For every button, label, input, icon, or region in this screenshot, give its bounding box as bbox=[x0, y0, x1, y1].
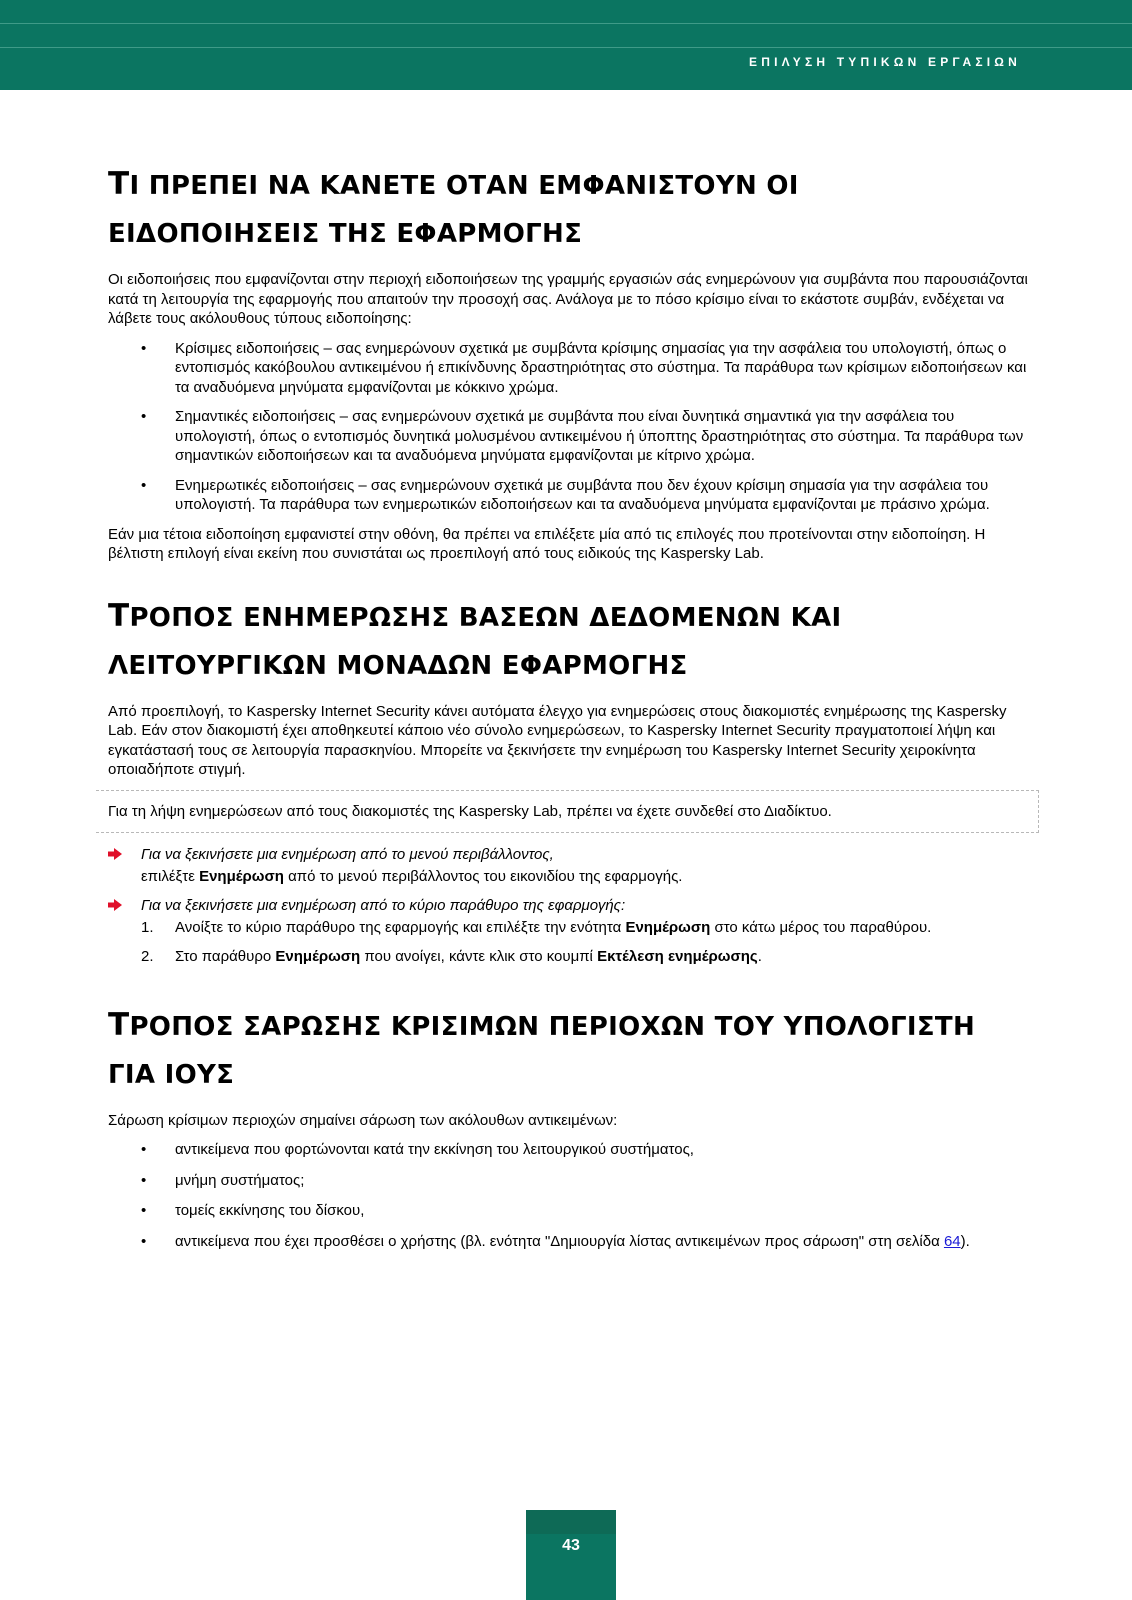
ui-term: Ενημέρωση bbox=[625, 918, 711, 936]
note-box bbox=[96, 790, 1039, 834]
paragraph: Από προεπιλογή, το Kaspersky Internet Security κάνει αυτόματα έλεγχο για ενημερώσεις στους διακομιστές ενημέρωσης της Kaspersky Lab. Εάν στον διακομιστή έχει αποθηκευτεί κάποιο νέο σύνολο ενημερώσεων, το Kaspersky Internet Security πραγματοποιεί λήψη και εγκατάστασή τους σε λειτουργία παρασκηνίου. Μπορείτε να ξεκινήσετε την ενημέρωση του Kaspersky Internet Security χειροκίνητα οποιαδήποτε στιγμή. bbox=[108, 702, 1007, 778]
header-bar bbox=[0, 0, 1132, 90]
page-number: 43 bbox=[562, 1537, 580, 1554]
page-number-box bbox=[526, 1510, 616, 1600]
list-item: • τομείς εκκίνησης του δίσκου, bbox=[108, 1201, 1028, 1221]
bullet-list bbox=[108, 339, 1028, 515]
heading-initial: Τ bbox=[108, 597, 130, 634]
step-text: Ανοίξτε το κύριο παράθυρο της εφαρμογής και επιλέξτε την ενότητα bbox=[175, 918, 626, 936]
ui-term: Εκτέλεση ενημέρωσης bbox=[597, 948, 758, 965]
list-item bbox=[108, 947, 1028, 967]
section-title: ΕΠΙΛΥΣΗ ΤΥΠΙΚΩΝ ΕΡΓΑΣΙΩΝ bbox=[749, 55, 1021, 69]
arrow-right-icon bbox=[108, 899, 122, 911]
procedure-title bbox=[108, 896, 1028, 916]
list-item bbox=[108, 1232, 1028, 1252]
step-number: 1. bbox=[141, 918, 154, 936]
page-content bbox=[108, 160, 1028, 1251]
list-item: • Ενημερωτικές ειδοποιήσεις – σας ενημερώνουν σχετικά με συμβάντα που δεν έχουν κρίσιμη σημασία για την ασφάλεια του υπολογιστή. Τα παράθυρα των ενημερωτικών ειδοποιήσεων και τα αναδυόμενα μηνύματα εμφανίζονται με πράσινο χρώμα. bbox=[108, 476, 1028, 515]
heading-text: Ι ΠΡΕΠΕΙ ΝΑ ΚΑΝΕΤΕ ΟΤΑΝ ΕΜΦΑΝΙΣΤΟΥΝ ΟΙ bbox=[129, 171, 799, 201]
list-item: • μνήμη συστήματος; bbox=[108, 1171, 1028, 1191]
header-divider bbox=[0, 23, 1132, 24]
numbered-list bbox=[108, 918, 1028, 967]
step-text: . bbox=[757, 948, 762, 965]
heading-initial: Τ bbox=[108, 1006, 130, 1043]
step-text: Στο παράθυρο bbox=[175, 948, 276, 965]
heading-text: ΕΙΔΟΠΟΙΗΣΕΙΣ ΤΗΣ ΕΦΑΡΜΟΓΗΣ bbox=[108, 219, 583, 249]
bullet-list bbox=[108, 1140, 1028, 1251]
procedure-title-text: Για να ξεκινήσετε μια ενημέρωση από το μενού περιβάλλοντος, bbox=[141, 846, 554, 863]
step-text: επιλέξτε bbox=[141, 867, 200, 885]
list-item bbox=[108, 918, 1028, 938]
header-divider bbox=[0, 47, 1132, 48]
paragraph: Οι ειδοποιήσεις που εμφανίζονται στην περιοχή ειδοποιήσεων της γραμμής εργασιών σάς ενημερώνουν για συμβάντα που παρουσιάζονται κατά τη λειτουργία της εφαρμογής που απαιτούν την προσοχή σας. Ανάλογα με το πόσο κρίσιμο είναι το εκάστοτε συμβάν, ενδέχεται να λάβετε τους ακόλουθους τύπους ειδοποίησης: bbox=[108, 271, 1028, 327]
list-item: • αντικείμενα που φορτώνονται κατά την εκκίνηση του λειτουργικού συστήματος, bbox=[108, 1140, 1028, 1160]
heading-text: ΡΟΠΟΣ ΣΑΡΩΣΗΣ ΚΡΙΣΙΜΩΝ ΠΕΡΙΟΧΩΝ ΤΟΥ ΥΠΟΛΟΓΙΣΤΗ bbox=[129, 1011, 975, 1042]
note-text: Για τη λήψη ενημερώσεων από τους διακομιστές της Kaspersky Lab, πρέπει να έχετε συνδεθεί στο Διαδίκτυο. bbox=[108, 802, 832, 820]
list-item: • Σημαντικές ειδοποιήσεις – σας ενημερώνουν σχετικά με συμβάντα που είναι δυνητικά σημαντικά για την ασφάλεια του υπολογιστή, όπως ο εντοπισμός δυνητικά μολυσμένου αντικειμένου ή ύποπτης δραστηριότητας στο σύστημα. Τα παράθυρα των σημαντικών ειδοποιήσεων και τα αναδυόμενα μηνύματα εμφανίζονται με κίτρινο χρώμα. bbox=[108, 407, 1028, 466]
paragraph: Εάν μια τέτοια ειδοποίηση εμφανιστεί στην οθόνη, θα πρέπει να επιλέξετε μία από τις επιλογές που προτείνονται στην ειδοποίηση. Η βέλτιστη επιλογή είναι εκείνη που συνιστάται ως προεπιλογή από τους ειδικούς της Kaspersky Lab. bbox=[108, 525, 986, 562]
list-item-text: ). bbox=[960, 1232, 970, 1250]
ui-term: Ενημέρωση bbox=[275, 948, 361, 965]
page-reference-link[interactable]: 64 bbox=[943, 1232, 961, 1250]
heading-critical-scan bbox=[108, 1001, 1028, 1099]
heading-text: ΓΙΑ ΙΟΥΣ bbox=[108, 1059, 235, 1090]
heading-initial: Τ bbox=[108, 166, 130, 202]
arrow-right-icon bbox=[108, 848, 122, 860]
heading-updates bbox=[108, 592, 1028, 690]
list-item: • Κρίσιμες ειδοποιήσεις – σας ενημερώνουν σχετικά με συμβάντα κρίσιμης σημασίας για την ασφάλεια του υπολογιστή, όπως ο εντοπισμός κακόβουλου αντικειμένου ή επικίνδυνης δραστηριότητας στο σύστημα. Τα παράθυρα των κρίσιμων ειδοποιήσεων και τα αναδυόμενα μηνύματα εμφανίζονται με κόκκινο χρώμα. bbox=[108, 339, 1028, 398]
paragraph: Σάρωση κρίσιμων περιοχών σημαίνει σάρωση των ακόλουθων αντικειμένων: bbox=[108, 1111, 618, 1129]
procedure-title bbox=[108, 845, 1028, 865]
step-text: στο κάτω μέρος του παραθύρου. bbox=[710, 918, 932, 936]
procedure-step bbox=[108, 867, 1028, 887]
ui-term: Ενημέρωση bbox=[199, 867, 284, 885]
step-text: που ανοίγει, κάντε κλικ στο κουμπί bbox=[360, 948, 598, 965]
heading-notifications bbox=[108, 160, 1028, 258]
step-number: 2. bbox=[141, 948, 154, 965]
list-item-text: αντικείμενα που έχει προσθέσει ο χρήστης (βλ. ενότητα "Δημιουργία λίστας αντικειμένων προς σάρωση" στη σελίδα bbox=[175, 1232, 944, 1250]
step-text: από το μενού περιβάλλοντος του εικονιδίου της εφαρμογής. bbox=[283, 867, 683, 885]
procedure-title-text: Για να ξεκινήσετε μια ενημέρωση από το κύριο παράθυρο της εφαρμογής: bbox=[141, 897, 626, 914]
heading-text: ΛΕΙΤΟΥΡΓΙΚΩΝ ΜΟΝΑΔΩΝ ΕΦΑΡΜΟΓΗΣ bbox=[108, 650, 688, 681]
heading-text: ΡΟΠΟΣ ΕΝΗΜΕΡΩΣΗΣ ΒΑΣΕΩΝ ΔΕΔΟΜΕΝΩΝ ΚΑΙ bbox=[129, 602, 842, 633]
